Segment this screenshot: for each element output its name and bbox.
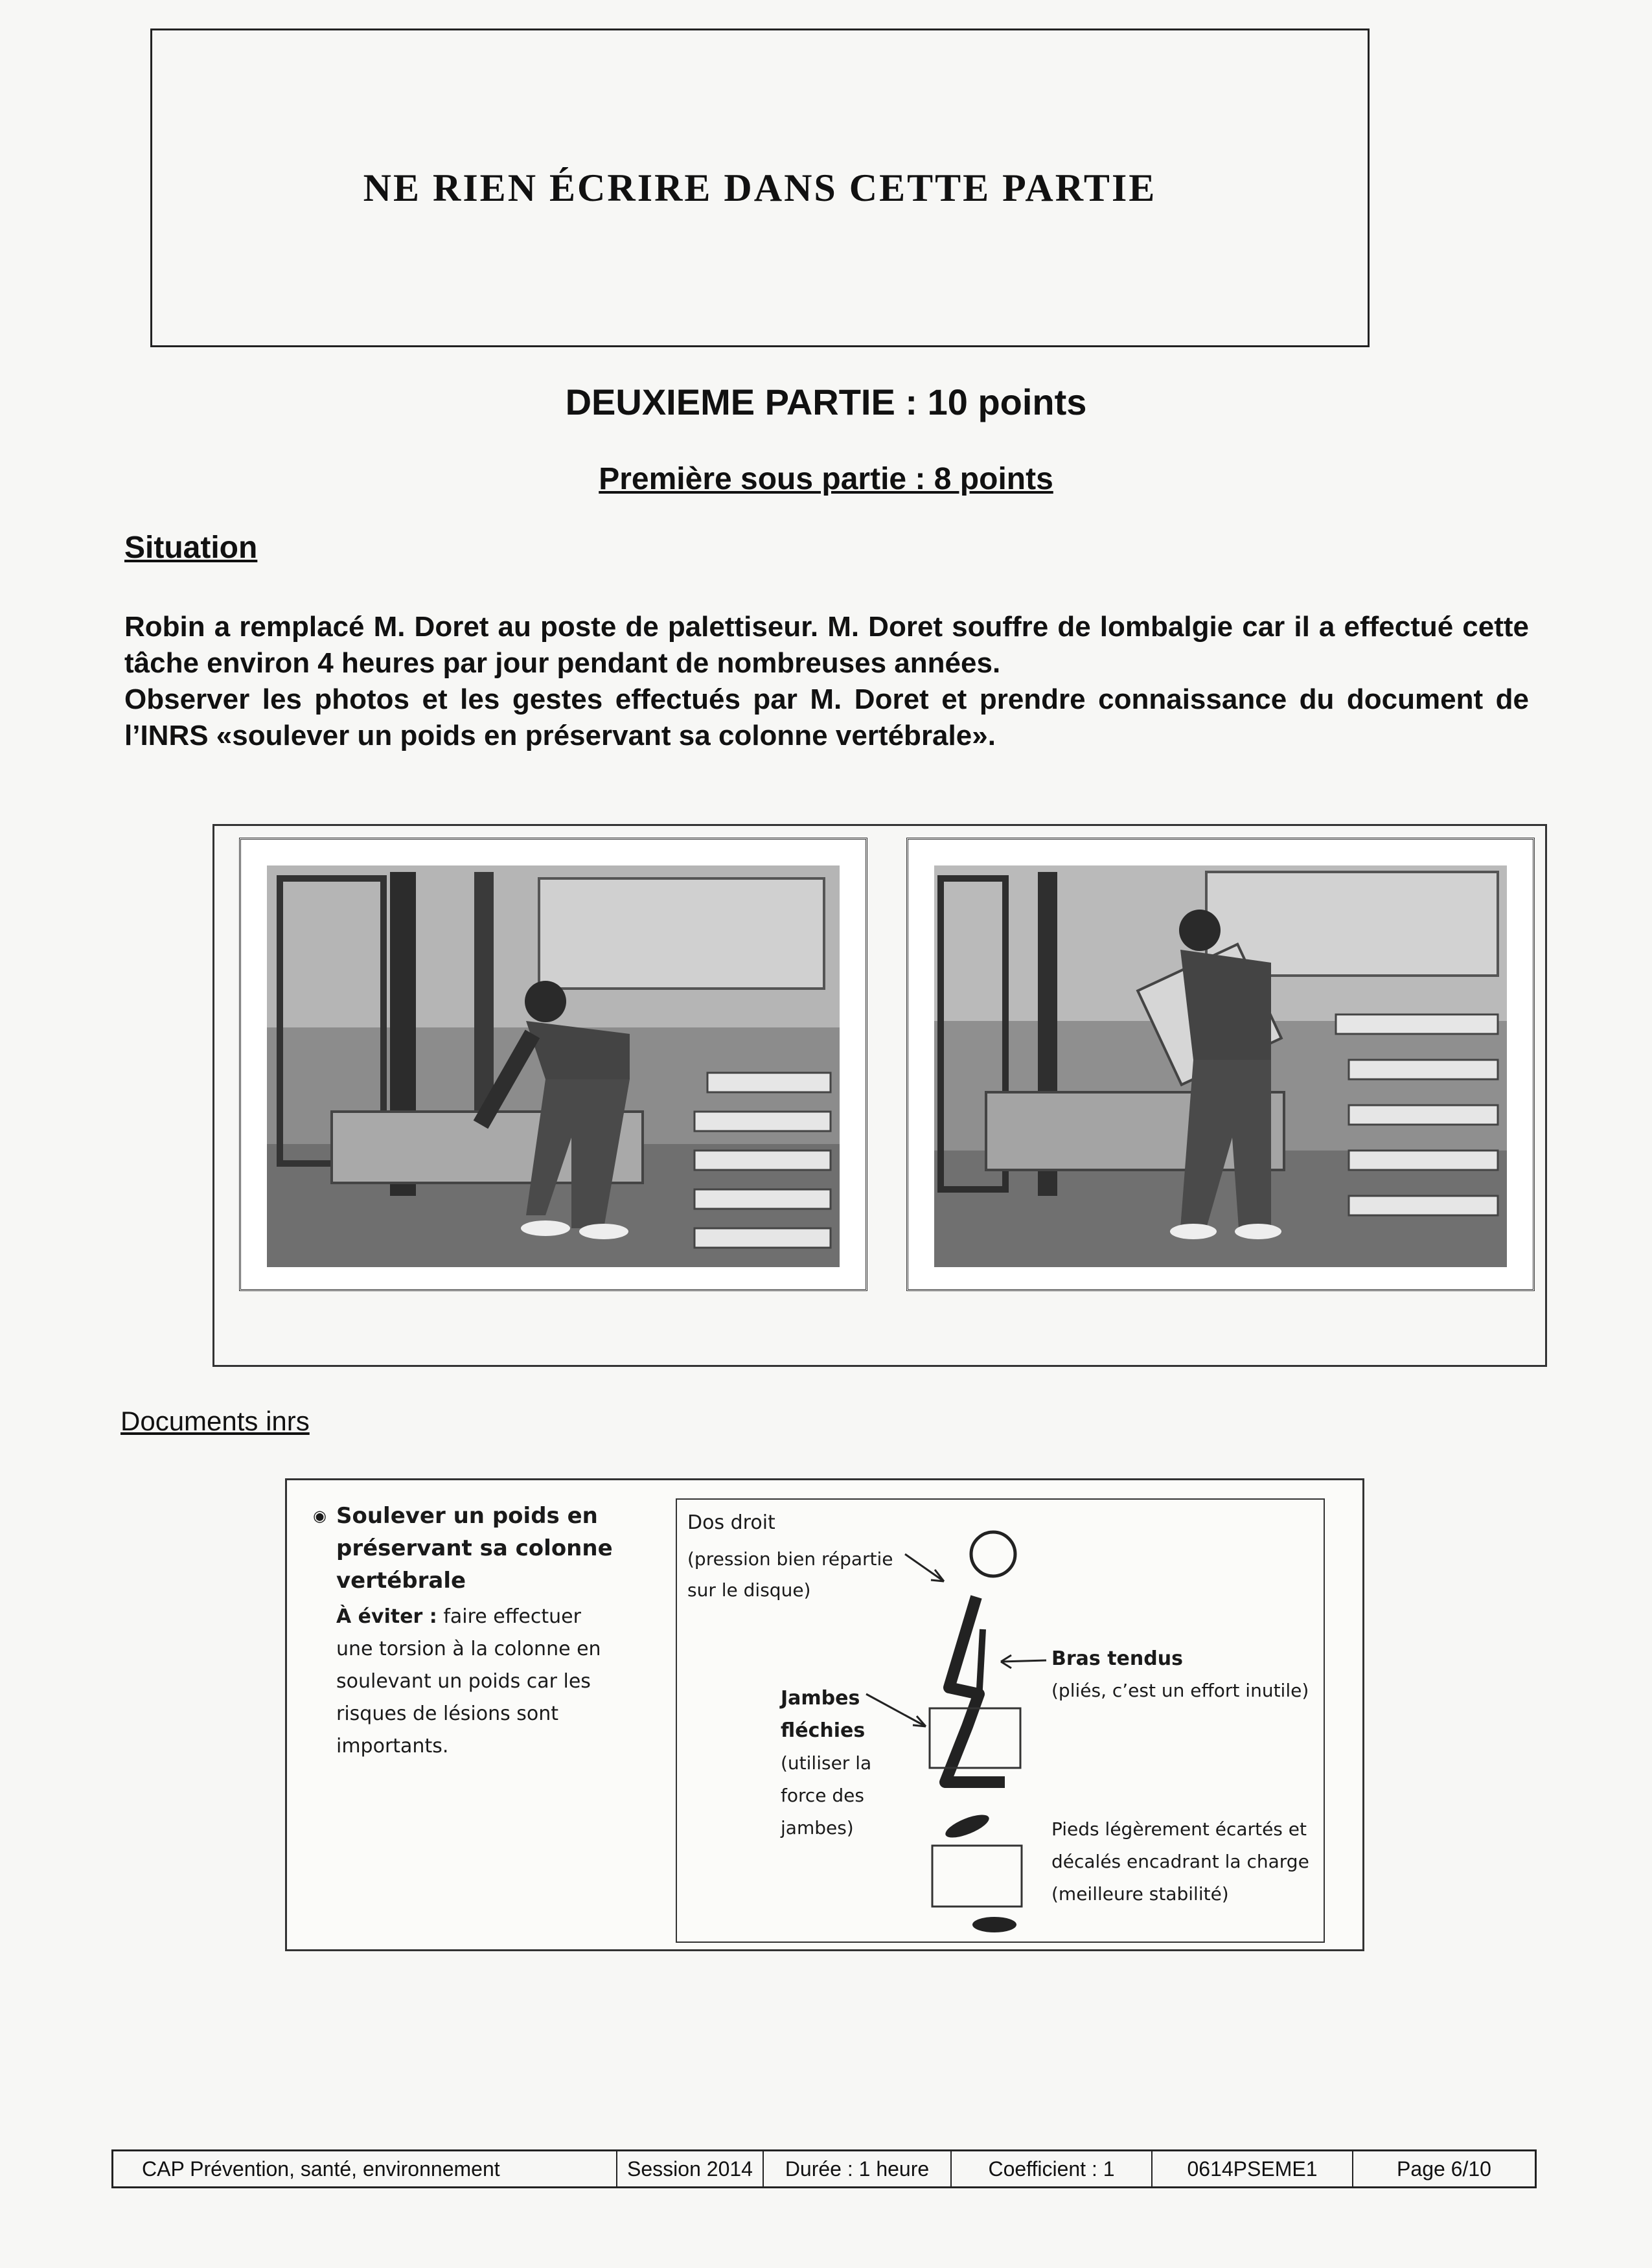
back-description: (pression bien répartie sur le disque) [687,1548,893,1601]
back-title: Dos droit [687,1511,775,1534]
photo-worker-bending [267,865,840,1267]
photo-frame-left [239,838,867,1291]
posture-diagram [676,1498,1325,1943]
footer-course: CAP Prévention, santé, environnement [113,2151,617,2186]
feet-description: Pieds légèrement écartés et décalés encadrant la charge (meilleure stabilité) [1051,1818,1309,1905]
situation-text [124,609,1529,754]
footer-coefficient: Coefficient : 1 [952,2151,1153,2186]
inrs-heading: ◉ Soulever un poids en préservant sa colonne vertébrale [336,1500,647,1597]
do-not-write-box [150,29,1370,347]
footer-page: Page 6/10 [1397,2157,1491,2181]
inrs-document [285,1478,1364,1951]
footer-session: Session 2014 [617,2151,764,2186]
footer-table [111,2149,1537,2188]
photo-worker-lifting [934,865,1507,1267]
arms-title: Bras tendus [1051,1647,1183,1670]
photo-frame-right [906,838,1535,1291]
lifting-figure-icon [677,1500,1325,1943]
legs-description: (utiliser la force des jambes) [781,1752,872,1838]
footer-duration: Durée : 1 heure [764,2151,952,2186]
legs-title: Jambes fléchies [781,1687,866,1742]
arms-description: (pliés, c’est un effort inutile) [1051,1680,1309,1701]
situation-paragraph-1: Robin a remplacé M. Doret au poste de palettiseur. M. Doret souffre de lombalgie car il a effectué cette tâche environ 4 heures par jour pendant de nombreuses années. [124,611,1529,679]
situation-paragraph-2: Observer les photos et les gestes effectués par M. Doret et prendre connaissance du document de l’INRS «soulever un poids en préservant sa colonne vertébrale». [124,683,1529,751]
do-not-write-notice: NE RIEN ÉCRIRE DANS CETTE PARTIE [363,166,1157,209]
inrs-avoid-note [336,1601,621,1763]
situation-heading: Situation [124,531,258,565]
footer-code: 0614PSEME1 [1153,2151,1353,2186]
part-title: DEUXIEME PARTIE : 10 points [565,382,1087,422]
photos-panel [212,824,1547,1367]
documents-heading: Documents inrs [120,1406,310,1436]
bullet-icon: ◉ [313,1507,327,1525]
avoid-label: À éviter : [336,1605,437,1628]
sub-part-title: Première sous partie : 8 points [599,462,1053,496]
avoid-text: faire effectuer une torsion à la colonne en soulevant un poids car les risques de lésions sont importants. [336,1605,601,1758]
